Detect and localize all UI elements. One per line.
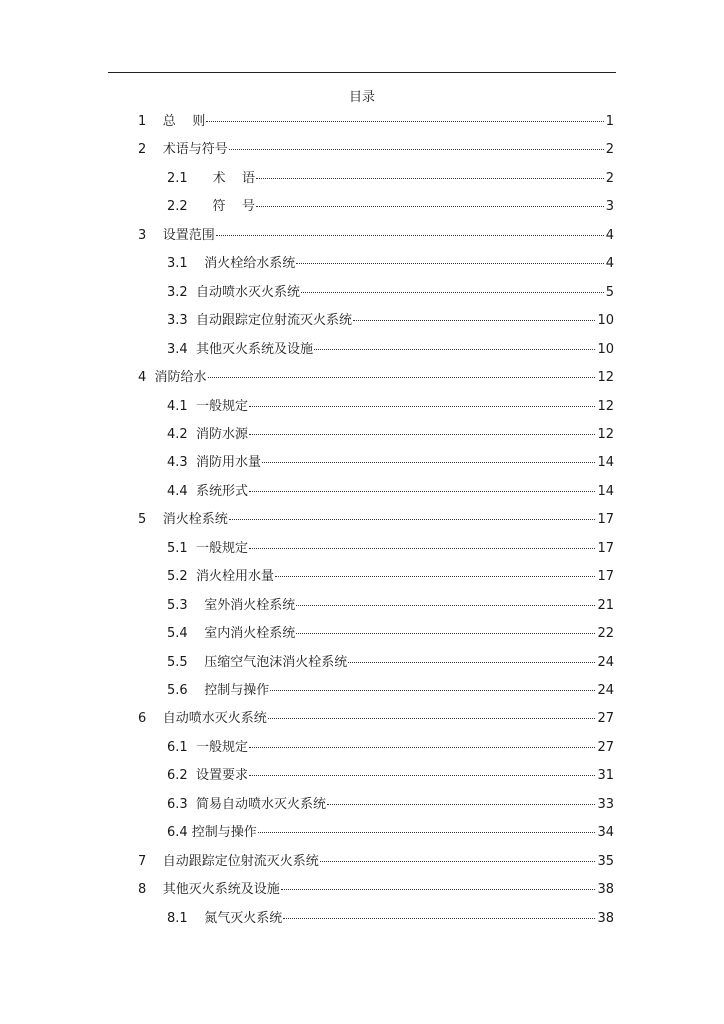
- toc-entry[interactable]: [167, 341, 614, 359]
- toc-page-number: 38: [597, 882, 614, 898]
- toc-entry-title: 8 其他灭火系统及设施: [138, 882, 280, 898]
- toc-entry-title: 5.2 消火栓用水量: [167, 569, 274, 585]
- toc-entry[interactable]: [167, 568, 614, 586]
- toc-entry-title: 6.3 简易自动喷水灭火系统: [167, 796, 326, 812]
- toc-leader-dots: [327, 804, 596, 805]
- toc-page-number: 21: [597, 597, 614, 613]
- toc-leader-dots: [283, 918, 595, 919]
- toc-entry-title: 5.5 压缩空气泡沫消火栓系统: [167, 654, 348, 670]
- toc-leader-dots: [249, 491, 596, 492]
- toc-entry-title: 7 自动跟踪定位射流灭火系统: [138, 853, 319, 869]
- toc-entry-title: 4.2 消防水源: [167, 426, 248, 442]
- toc-entry-title: 4.1 一般规定: [167, 398, 248, 414]
- toc-leader-dots: [256, 206, 604, 207]
- toc-entry-title: 8.1 氮气灭火系统: [167, 910, 283, 926]
- toc-page-number: 12: [597, 370, 614, 386]
- toc-page-number: 2: [605, 142, 614, 158]
- toc-entry-title: 2 术语与符号: [138, 142, 228, 158]
- toc-page-number: 1: [605, 114, 614, 129]
- toc-leader-dots: [296, 633, 595, 634]
- toc-leader-dots: [208, 377, 596, 378]
- toc-entry[interactable]: [167, 824, 614, 842]
- toc-entry[interactable]: [167, 398, 614, 416]
- toc-leader-dots: [268, 718, 596, 719]
- toc-entry-title: 2.1 术 语: [167, 170, 255, 186]
- toc-entry[interactable]: [167, 255, 614, 273]
- toc-entry[interactable]: [167, 198, 614, 216]
- toc-entry-title: 3.1 消火栓给水系统: [167, 256, 296, 272]
- toc-leader-dots: [249, 406, 596, 407]
- toc-leader-dots: [249, 747, 596, 748]
- toc-leader-dots: [314, 349, 596, 350]
- toc-page-number: 2: [605, 170, 614, 186]
- toc-entry-title: 3.3 自动跟踪定位射流灭火系统: [167, 313, 352, 329]
- toc-entry[interactable]: [167, 597, 614, 615]
- toc-page-number: 35: [597, 853, 614, 869]
- toc-page-number: 4: [605, 227, 614, 243]
- toc-entry[interactable]: [167, 796, 614, 814]
- toc-entry-title: 5.3 室外消火栓系统: [167, 597, 296, 613]
- toc-page-number: 3: [605, 199, 614, 215]
- toc-leader-dots: [249, 548, 596, 549]
- toc-leader-dots: [301, 292, 604, 293]
- toc-entry[interactable]: [167, 767, 614, 785]
- toc-entry[interactable]: [138, 710, 614, 728]
- toc-entry-title: 2.2 符 号: [167, 199, 255, 215]
- toc-entry-title: 4 消防给水: [138, 370, 207, 386]
- toc-entry[interactable]: [167, 454, 614, 472]
- toc-entry[interactable]: [138, 141, 614, 159]
- toc-leader-dots: [256, 178, 604, 179]
- toc-entry-title: 5.6 控制与操作: [167, 683, 270, 698]
- toc-leader-dots: [206, 121, 603, 122]
- toc-page-number: 12: [597, 426, 614, 442]
- toc-entry[interactable]: [138, 511, 614, 529]
- toc-leader-dots: [249, 775, 596, 776]
- toc-leader-dots: [296, 263, 604, 264]
- toc-page-number: 17: [597, 569, 614, 585]
- toc-entry[interactable]: [167, 739, 614, 757]
- toc-entry-title: 6.4 控制与操作: [167, 825, 257, 841]
- toc-page-number: 27: [597, 711, 614, 727]
- toc-entry[interactable]: [167, 312, 614, 330]
- toc-page-number: 10: [597, 341, 614, 357]
- toc-leader-dots: [229, 519, 596, 520]
- toc-entry[interactable]: [167, 540, 614, 558]
- toc-entry-title: 6.1 一般规定: [167, 739, 248, 755]
- toc-leader-dots: [320, 861, 596, 862]
- toc-entry[interactable]: [167, 483, 614, 501]
- toc-entry[interactable]: [138, 227, 614, 245]
- toc-entry-title: 3 设置范围: [138, 227, 215, 243]
- toc-leader-dots: [348, 662, 595, 663]
- toc-page-number: 31: [597, 768, 614, 784]
- toc-entry-title: 1 总 则: [138, 114, 206, 129]
- toc-entry-title: 6 自动喷水灭火系统: [138, 711, 267, 727]
- toc-page-number: 10: [597, 313, 614, 329]
- toc-leader-dots: [296, 605, 595, 606]
- toc-page-number: 33: [597, 796, 614, 812]
- toc-entry[interactable]: [167, 284, 614, 302]
- toc-entry-title: 5 消火栓系统: [138, 512, 228, 528]
- toc-entry-title: 3.4 其他灭火系统及设施: [167, 341, 313, 357]
- toc-entry[interactable]: [167, 625, 614, 643]
- toc-entry-title: 5.1 一般规定: [167, 540, 248, 556]
- toc-entry-title: 5.4 室内消火栓系统: [167, 626, 296, 642]
- toc-entry[interactable]: [138, 853, 614, 871]
- toc-page-number: 27: [597, 739, 614, 755]
- toc-leader-dots: [216, 235, 604, 236]
- header-rule: [108, 72, 616, 73]
- toc-leader-dots: [229, 149, 604, 150]
- toc-page-number: 14: [597, 455, 614, 471]
- toc-entry[interactable]: [138, 113, 614, 131]
- toc-entry-title: 3.2 自动喷水灭火系统: [167, 284, 300, 300]
- toc-page-number: 34: [597, 825, 614, 841]
- toc-entry[interactable]: [167, 654, 614, 672]
- toc-entry-title: 4.4 系统形式: [167, 483, 248, 499]
- toc-page-number: 22: [597, 626, 614, 642]
- toc-leader-dots: [262, 462, 596, 463]
- toc-page-number: 14: [597, 483, 614, 499]
- toc-entry-title: 4.3 消防用水量: [167, 455, 261, 471]
- toc-leader-dots: [353, 320, 596, 321]
- toc-title: 目录: [348, 90, 375, 105]
- toc-leader-dots: [249, 434, 596, 435]
- toc-leader-dots: [258, 832, 596, 833]
- toc-leader-dots: [281, 889, 596, 890]
- toc-entry[interactable]: [138, 369, 614, 387]
- toc-page-number: 24: [597, 683, 614, 698]
- toc-page-number: 24: [597, 654, 614, 670]
- toc-page-number: 17: [597, 540, 614, 556]
- toc-page-number: 5: [605, 284, 614, 300]
- toc-entry[interactable]: [167, 426, 614, 444]
- toc-page-number: 17: [597, 512, 614, 528]
- toc-entry[interactable]: [167, 170, 614, 188]
- toc-page-number: 12: [597, 398, 614, 414]
- toc-page-number: 38: [597, 910, 614, 926]
- toc-leader-dots: [275, 576, 596, 577]
- toc-entry[interactable]: [167, 910, 614, 928]
- toc-leader-dots: [270, 690, 595, 691]
- toc-entry-title: 6.2 设置要求: [167, 768, 248, 784]
- toc-entry[interactable]: [138, 881, 614, 899]
- toc-page-number: 4: [605, 256, 614, 272]
- toc-entry[interactable]: [167, 682, 614, 700]
